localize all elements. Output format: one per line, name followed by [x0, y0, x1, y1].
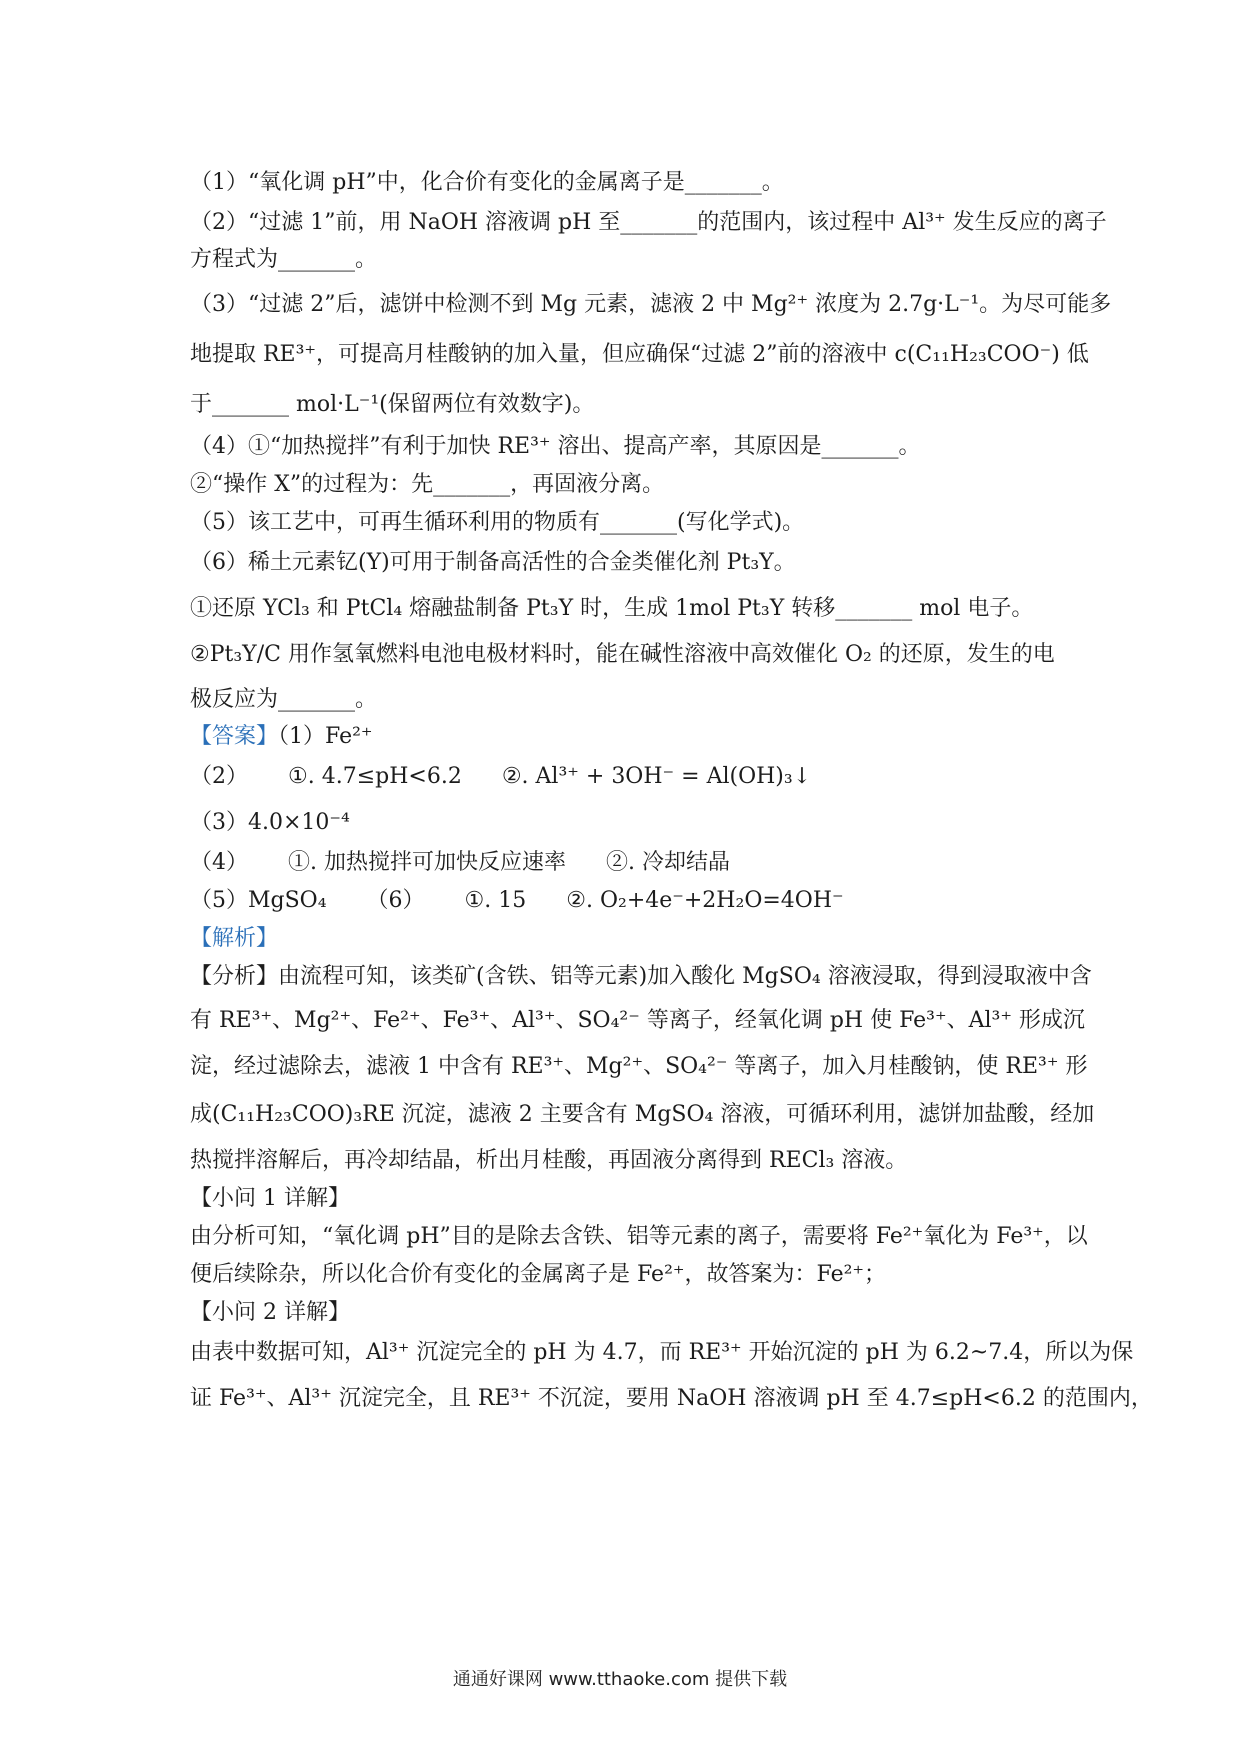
answer-line-1: [190, 722, 1070, 752]
answer-line-5-6: [190, 886, 1070, 916]
analysis-line-3: 淀，经过滤除去，滤液 1 中含有 RE³⁺、Mg²⁺、SO₄²⁻ 等离子，加入月桂酸钠，使 RE³⁺ 形: [190, 1054, 1088, 1079]
subquestion-2-line-1: 由表中数据可知，Al³⁺ 沉淀完全的 pH 为 4.7，而 RE³⁺ 开始沉淀的 pH 为 6.2~7.4，所以为保: [190, 1340, 1134, 1365]
answer-2-part-2: ②. Al³⁺ + 3OH⁻ = Al(OH)₃↓: [501, 764, 812, 789]
subquestion-1-line-2: 便后续除杂，所以化合价有变化的金属离子是 Fe²⁺，故答案为：Fe²⁺；: [190, 1262, 887, 1287]
subquestion-2-title: 【小问 2 详解】: [190, 1300, 350, 1325]
question-1: （1）“氧化调 pH”中，化合价有变化的金属离子是_______。: [190, 170, 784, 195]
question-4-line-2: ②“操作 X”的过程为：先_______，再固液分离。: [190, 472, 665, 497]
answer-line-2: [190, 762, 1070, 792]
answer-line-4: [190, 848, 1070, 878]
subquestion-2-line-2: 证 Fe³⁺、Al³⁺ 沉淀完全，且 RE³⁺ 不沉淀，要用 NaOH 溶液调 pH 至 4.7≤pH<6.2 的范围内，: [190, 1386, 1153, 1411]
answer-4-part-2: ②. 冷却结晶: [606, 850, 730, 875]
footer-watermark: 通通好课网 www.tthaoke.com 提供下载: [452, 1669, 788, 1690]
answer-6-part-1: ①. 15: [464, 888, 527, 913]
question-4-line-1: （4）①“加热搅拌”有利于加快 RE³⁺ 溶出、提高产率，其原因是_______。: [190, 434, 921, 459]
analysis-line-2: 有 RE³⁺、Mg²⁺、Fe²⁺、Fe³⁺、Al³⁺、SO₄²⁻ 等离子，经氧化调 pH 使 Fe³⁺、Al³⁺ 形成沉: [190, 1008, 1085, 1033]
question-2-line-2: 方程式为_______。: [190, 247, 378, 272]
question-3-line-2: 地提取 RE³⁺，可提高月桂酸钠的加入量，但应确保“过滤 2”前的溶液中 c(C₁₁H₂₃COO⁻) 低: [190, 342, 1089, 367]
answer-1: （1）Fe²⁺: [278, 724, 373, 749]
question-6: （6）稀土元素钇(Y)可用于制备高活性的合金类催化剂 Pt₃Y。: [190, 550, 796, 575]
analysis-tag: 【解析】: [190, 926, 279, 951]
answer-tag: 【答案】: [190, 724, 279, 749]
question-3-line-3: 于_______ mol·L⁻¹(保留两位有效数字)。: [190, 392, 595, 417]
answer-5: （5）MgSO₄: [190, 888, 327, 913]
subquestion-1-title: 【小问 1 详解】: [190, 1186, 350, 1211]
question-3-line-1: （3）“过滤 2”后，滤饼中检测不到 Mg 元素，滤液 2 中 Mg²⁺ 浓度为 2.7g·L⁻¹。为尽可能多: [190, 292, 1112, 317]
answer-4-label: （4）: [190, 850, 248, 875]
question-5: （5）该工艺中，可再生循环利用的物质有_______(写化学式)。: [190, 510, 805, 535]
answer-6-label: （6）: [366, 888, 425, 913]
analysis-line-4: 成(C₁₁H₂₃COO)₃RE 沉淀，滤液 2 主要含有 MgSO₄ 溶液，可循环利用，滤饼加盐酸，经加: [190, 1102, 1095, 1127]
answer-2-label: （2）: [190, 764, 248, 789]
analysis-line-1: 【分析】由流程可知，该类矿(含铁、铝等元素)加入酸化 MgSO₄ 溶液浸取，得到浸取液中含: [190, 964, 1092, 989]
subquestion-1-line-1: 由分析可知，“氧化调 pH”目的是除去含铁、铝等元素的离子，需要将 Fe²⁺氧化为 Fe³⁺，以: [190, 1224, 1088, 1249]
question-6-part-1: ①还原 YCl₃ 和 PtCl₄ 熔融盐制备 Pt₃Y 时，生成 1mol Pt₃Y 转移_______ mol 电子。: [190, 596, 1034, 621]
answer-6-part-2: ②. O₂+4e⁻+2H₂O=4OH⁻: [566, 888, 844, 913]
answer-2-part-1: ①. 4.7≤pH<6.2: [288, 764, 462, 789]
answer-3: （3）4.0×10⁻⁴: [190, 810, 350, 835]
answer-4-part-1: ①. 加热搅拌可加快反应速率: [288, 850, 566, 875]
question-6-part-2-line-2: 极反应为_______。: [190, 687, 378, 712]
question-2-line-1: （2）“过滤 1”前，用 NaOH 溶液调 pH 至_______的范围内，该过程中 Al³⁺ 发生反应的离子: [190, 210, 1107, 235]
analysis-line-5: 热搅拌溶解后，再冷却结晶，析出月桂酸，再固液分离得到 RECl₃ 溶液。: [190, 1148, 908, 1173]
question-6-part-2-line-1: ②Pt₃Y/C 用作氢氧燃料电池电极材料时，能在碱性溶液中高效催化 O₂ 的还原，发生的电: [190, 642, 1055, 667]
